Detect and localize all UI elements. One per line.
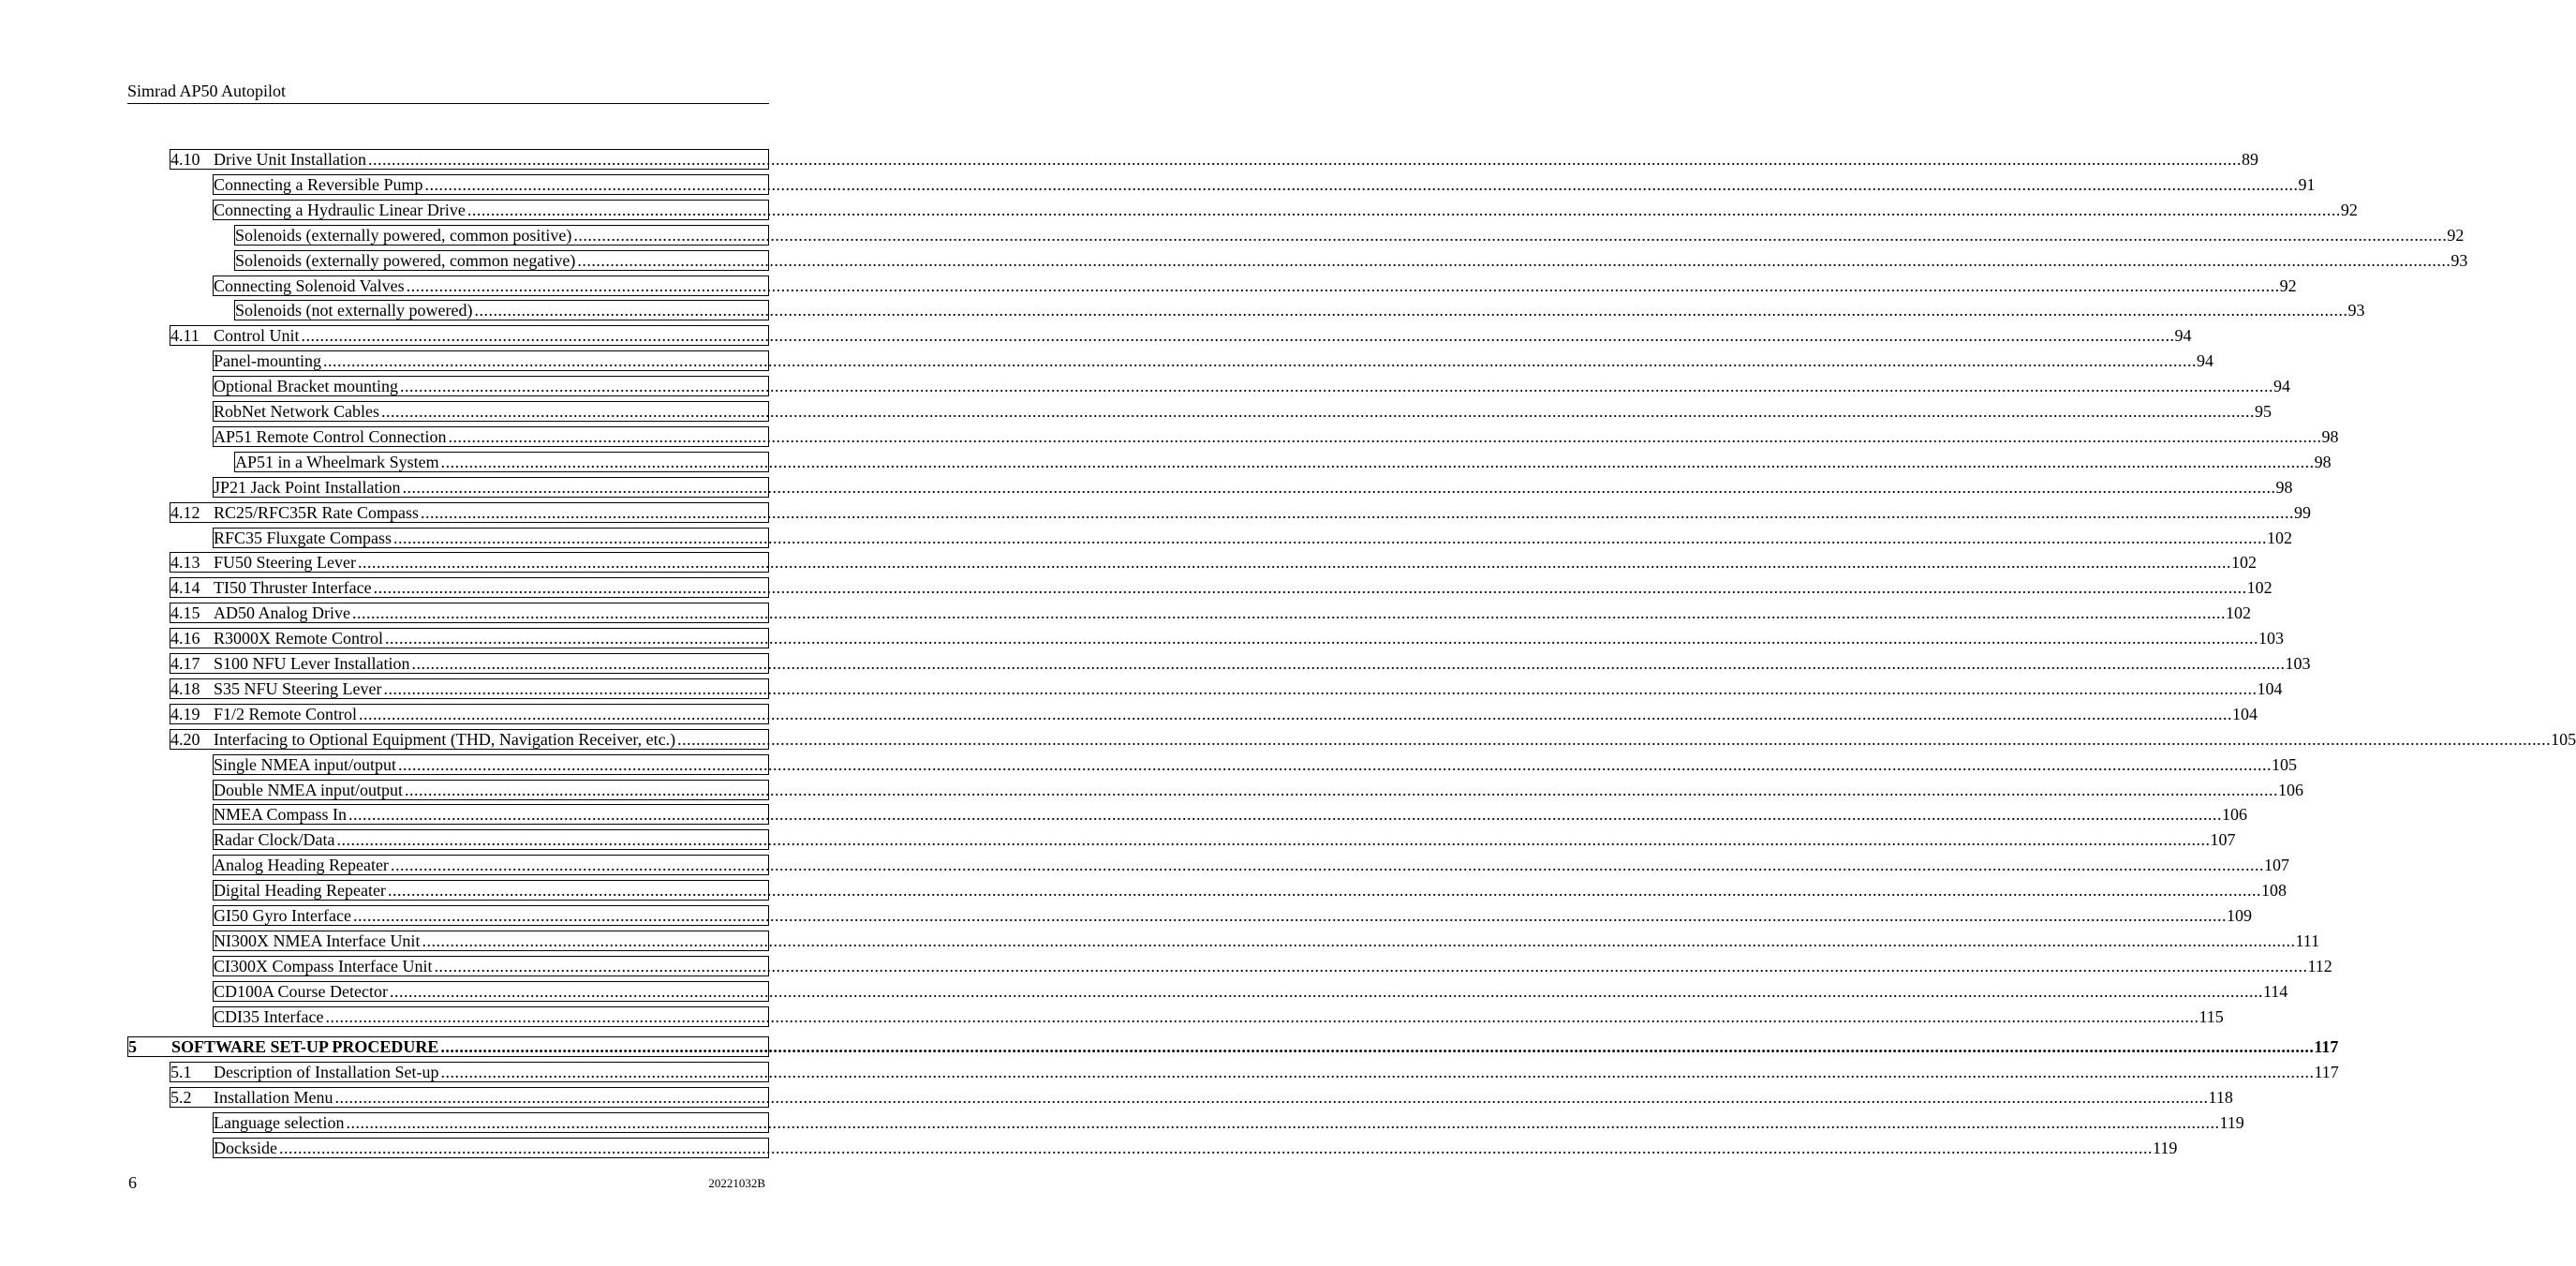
toc-entry[interactable]	[213, 931, 2320, 951]
toc-entry[interactable]	[213, 1112, 2244, 1133]
dot-leader: ................................................................................................................................................................................................................................................................................................................................................................................................................	[387, 881, 2261, 901]
toc-entry-page: 91	[2298, 174, 2316, 194]
toc-entry[interactable]	[213, 1006, 2224, 1027]
toc-entry-title: Digital Heading Repeater	[214, 881, 386, 901]
toc-entry[interactable]	[213, 829, 2236, 850]
toc-entry[interactable]	[170, 1062, 2339, 1082]
dot-leader: ................................................................................................................................................................................................................................................................................................................................................................................................................	[301, 326, 2175, 346]
toc-entry-page: 108	[2260, 881, 2287, 901]
dot-leader: ................................................................................................................................................................................................................................................................................................................................................................................................................	[351, 603, 2226, 623]
dot-leader: ................................................................................................................................................................................................................................................................................................................................................................................................................	[405, 780, 2278, 799]
toc-entry-number: 4.14	[170, 578, 200, 598]
dot-leader: ................................................................................................................................................................................................................................................................................................................................................................................................................	[325, 1006, 2199, 1026]
toc-entry-title: Connecting a Reversible Pump	[214, 174, 423, 194]
toc-entry-number: 4.12	[170, 502, 200, 522]
toc-entry-page: 102	[2225, 603, 2251, 623]
toc-entry-page: 105	[2272, 754, 2298, 774]
toc-entry-page: 103	[2258, 629, 2284, 648]
toc-entry[interactable]	[213, 200, 2358, 220]
dot-leader: ................................................................................................................................................................................................................................................................................................................................................................................................................	[398, 754, 2273, 774]
toc-entry[interactable]	[213, 401, 2272, 422]
toc-entry-title: NMEA Compass In	[214, 805, 348, 825]
toc-entry-number: 4.15	[170, 603, 200, 623]
toc-entry-page: 92	[2447, 225, 2465, 245]
toc-entry-page: 118	[2208, 1088, 2233, 1108]
toc-entry-number: 4.10	[170, 150, 200, 169]
dot-leader: ................................................................................................................................................................................................................................................................................................................................................................................................................	[573, 225, 2448, 245]
toc-entry[interactable]	[213, 426, 2339, 447]
toc-entry-page: 115	[2198, 1006, 2224, 1026]
toc-entry[interactable]	[170, 1087, 2233, 1108]
document-code: 20221032B	[708, 1176, 765, 1190]
toc-entry-number: 4.18	[170, 678, 200, 698]
toc-entry[interactable]	[213, 350, 2213, 371]
toc-entry-page: 89	[2241, 150, 2258, 169]
dot-leader: ................................................................................................................................................................................................................................................................................................................................................................................................................	[359, 704, 2232, 723]
toc-entry-title: Optional Bracket mounting	[214, 377, 398, 396]
toc-entry-title: Solenoids (not externally powered)	[235, 301, 473, 320]
toc-entry[interactable]	[234, 225, 2465, 246]
toc-entry-page: 117	[2314, 1063, 2339, 1082]
toc-entry-title: AD50 Analog Drive	[214, 603, 350, 623]
toc-entry-title: AP51 in a Wheelmark System	[235, 452, 439, 471]
toc-entry-title: Language selection	[214, 1113, 345, 1133]
toc-entry[interactable]	[213, 528, 2293, 548]
toc-entry[interactable]	[213, 477, 2293, 498]
toc-entry-title: Solenoids (externally powered, common negative)	[235, 250, 576, 270]
dot-leader: ................................................................................................................................................................................................................................................................................................................................................................................................................	[577, 250, 2451, 270]
toc-entry-page: 119	[2152, 1139, 2178, 1158]
dot-leader: ................................................................................................................................................................................................................................................................................................................................................................................................................	[434, 956, 2308, 976]
dot-leader: ................................................................................................................................................................................................................................................................................................................................................................................................................	[389, 981, 2263, 1001]
dot-leader: ................................................................................................................................................................................................................................................................................................................................................................................................................	[348, 805, 2223, 825]
dot-leader: ................................................................................................................................................................................................................................................................................................................................................................................................................	[373, 578, 2247, 598]
dot-leader: ................................................................................................................................................................................................................................................................................................................................................................................................................	[323, 351, 2197, 371]
toc-entry-title: Connecting a Hydraulic Linear Drive	[214, 200, 466, 219]
toc-entry-title: SOFTWARE SET-UP PROCEDURE	[171, 1036, 439, 1056]
dot-leader: ................................................................................................................................................................................................................................................................................................................................................................................................................	[440, 1063, 2315, 1082]
toc-entry-title: RobNet Network Cables	[214, 402, 379, 421]
dot-leader: ................................................................................................................................................................................................................................................................................................................................................................................................................	[393, 528, 2268, 547]
dot-leader: ................................................................................................................................................................................................................................................................................................................................................................................................................	[278, 1139, 2153, 1158]
dot-leader: ................................................................................................................................................................................................................................................................................................................................................................................................................	[440, 452, 2315, 471]
toc-entry[interactable]	[170, 552, 2257, 573]
toc-entry-page: 94	[2197, 351, 2213, 371]
toc-entry[interactable]	[234, 250, 2468, 271]
toc-entry-title: Panel-mounting	[214, 351, 321, 371]
toc-entry-title: RFC35 Fluxgate Compass	[214, 528, 392, 547]
toc-entry[interactable]	[170, 577, 2273, 598]
toc-entry[interactable]	[127, 1036, 2339, 1057]
dot-leader: ................................................................................................................................................................................................................................................................................................................................................................................................................	[346, 1113, 2220, 1133]
toc-entry[interactable]	[213, 956, 2332, 976]
toc-entry[interactable]	[170, 603, 2251, 623]
toc-entry-title: R3000X Remote Control	[214, 629, 383, 648]
toc-entry[interactable]	[213, 981, 2288, 1002]
toc-entry[interactable]	[213, 780, 2303, 800]
toc-entry-page: 94	[2273, 377, 2290, 396]
toc-entry[interactable]	[170, 704, 2258, 724]
dot-leader: ................................................................................................................................................................................................................................................................................................................................................................................................................	[411, 654, 2286, 673]
toc-entry[interactable]	[170, 325, 2192, 346]
dot-leader: ................................................................................................................................................................................................................................................................................................................................................................................................................	[390, 856, 2264, 875]
toc-entry-title: TI50 Thruster Interface	[214, 578, 372, 598]
dot-leader: ................................................................................................................................................................................................................................................................................................................................................................................................................	[352, 906, 2227, 925]
toc-entry-page: 106	[2278, 780, 2303, 799]
dot-leader: ................................................................................................................................................................................................................................................................................................................................................................................................................	[383, 678, 2258, 698]
toc-entry-title: CI300X Compass Interface Unit	[214, 956, 433, 976]
toc-entry[interactable]	[213, 174, 2316, 195]
toc-entry-title: Installation Menu	[214, 1088, 333, 1108]
toc-entry-page: 93	[2347, 301, 2365, 320]
toc-entry-title: Interfacing to Optional Equipment (THD, Navigation Receiver, etc.)	[214, 729, 676, 749]
toc-entry-page: 109	[2226, 906, 2252, 925]
page-number: 6	[128, 1173, 137, 1192]
toc-entry-page: 112	[2307, 956, 2332, 976]
dot-leader: ................................................................................................................................................................................................................................................................................................................................................................................................................	[402, 477, 2276, 497]
toc-entry-page: 95	[2254, 402, 2272, 421]
toc-entry-title: S35 NFU Steering Lever	[214, 678, 382, 698]
dot-leader: ................................................................................................................................................................................................................................................................................................................................................................................................................	[357, 553, 2231, 573]
toc-entry[interactable]	[213, 855, 2289, 875]
toc-entry-title: S100 NFU Lever Installation	[214, 654, 410, 673]
page-header-title: Simrad AP50 Autopilot	[127, 81, 769, 104]
toc-entry-page: 98	[2275, 477, 2293, 497]
toc-entry-title: Single NMEA input/output	[214, 754, 397, 774]
toc-entry[interactable]	[213, 880, 2287, 901]
toc-entry-number: 4.20	[170, 729, 200, 749]
dot-leader: ................................................................................................................................................................................................................................................................................................................................................................................................................	[336, 830, 2211, 850]
toc-entry[interactable]	[234, 452, 2332, 472]
toc-entry-page: 104	[2257, 678, 2283, 698]
toc-entry-page: 103	[2285, 654, 2311, 673]
toc-entry[interactable]	[213, 1138, 2178, 1158]
dot-leader: ................................................................................................................................................................................................................................................................................................................................................................................................................	[448, 426, 2322, 446]
toc-entry-page: 94	[2174, 326, 2192, 346]
toc-entry-title: Solenoids (externally powered, common positive)	[235, 225, 572, 245]
dot-leader: ................................................................................................................................................................................................................................................................................................................................................................................................................	[677, 729, 2552, 749]
toc-entry-page: 114	[2262, 981, 2288, 1001]
toc-entry-title: JP21 Jack Point Installation	[214, 477, 401, 497]
toc-entry-title: NI300X NMEA Interface Unit	[214, 931, 421, 950]
dot-leader: ................................................................................................................................................................................................................................................................................................................................................................................................................	[399, 377, 2273, 396]
toc-entry-title: Drive Unit Installation	[214, 150, 366, 169]
dot-leader: ................................................................................................................................................................................................................................................................................................................................................................................................................	[466, 200, 2341, 219]
toc-entry-page: 102	[2267, 528, 2293, 547]
toc-entry-title: AP51 Remote Control Connection	[214, 426, 447, 446]
toc-entry-page: 98	[2321, 426, 2339, 446]
toc-entry-number: 5.2	[170, 1088, 192, 1108]
toc-entry-number: 5.1	[170, 1063, 192, 1082]
toc-entry-title: F1/2 Remote Control	[214, 704, 357, 723]
toc-entry-number: 5	[128, 1036, 137, 1056]
toc-entry[interactable]	[234, 300, 2365, 320]
toc-entry-title: Dockside	[214, 1139, 277, 1158]
toc-entry-title: Double NMEA input/output	[214, 780, 403, 799]
dot-leader: ................................................................................................................................................................................................................................................................................................................................................................................................................	[474, 301, 2348, 320]
toc-entry-number: 4.13	[170, 553, 200, 573]
dot-leader: ................................................................................................................................................................................................................................................................................................................................................................................................................	[440, 1036, 2315, 1056]
toc-entry[interactable]	[213, 376, 2290, 396]
toc-entry-number: 4.17	[170, 654, 200, 673]
dot-leader: ................................................................................................................................................................................................................................................................................................................................................................................................................	[367, 150, 2242, 169]
toc-entry-page: 102	[2246, 578, 2273, 598]
dot-leader: ................................................................................................................................................................................................................................................................................................................................................................................................................	[380, 402, 2255, 421]
toc-entry-title: Control Unit	[214, 326, 300, 346]
toc-entry[interactable]	[213, 754, 2298, 775]
toc-entry-page: 98	[2314, 452, 2332, 471]
toc-entry[interactable]	[213, 804, 2248, 825]
toc-entry-number: 4.16	[170, 629, 200, 648]
toc-entry-number: 4.19	[170, 704, 200, 723]
dot-leader: ................................................................................................................................................................................................................................................................................................................................................................................................................	[334, 1088, 2209, 1108]
toc-entry-page: 106	[2222, 805, 2248, 825]
toc-entry-title: Analog Heading Repeater	[214, 856, 389, 875]
toc-entry-title: CDI35 Interface	[214, 1006, 324, 1026]
toc-entry[interactable]	[170, 653, 2311, 674]
dot-leader: ................................................................................................................................................................................................................................................................................................................................................................................................................	[421, 502, 2295, 522]
dot-leader: ................................................................................................................................................................................................................................................................................................................................................................................................................	[385, 629, 2258, 648]
toc-entry-title: Connecting Solenoid Valves	[214, 276, 405, 295]
toc-entry[interactable]	[170, 149, 2258, 170]
toc-entry[interactable]	[170, 729, 2576, 750]
toc-entry-page: 93	[2450, 250, 2468, 270]
toc-entry-page: 119	[2219, 1113, 2244, 1133]
toc-entry-page: 105	[2551, 729, 2576, 749]
toc-entry[interactable]	[213, 276, 2297, 296]
toc-entry-page: 99	[2294, 502, 2312, 522]
toc-entry[interactable]	[170, 628, 2284, 648]
toc-entry[interactable]	[170, 502, 2312, 523]
toc-entry-page: 92	[2340, 200, 2358, 219]
toc-entry[interactable]	[170, 678, 2283, 699]
toc-entry-title: Description of Installation Set-up	[214, 1063, 439, 1082]
toc-entry-number: 4.11	[170, 326, 200, 346]
toc-entry-page: 111	[2295, 931, 2320, 950]
toc-entry-title: CD100A Course Detector	[214, 981, 388, 1001]
dot-leader: ................................................................................................................................................................................................................................................................................................................................................................................................................	[406, 276, 2280, 295]
toc-entry-page: 102	[2230, 553, 2257, 573]
toc-entry-title: RC25/RFC35R Rate Compass	[214, 502, 420, 522]
toc-entry-page: 107	[2263, 856, 2289, 875]
toc-entry-page: 117	[2314, 1036, 2339, 1056]
dot-leader: ................................................................................................................................................................................................................................................................................................................................................................................................................	[424, 174, 2299, 194]
toc-entry[interactable]	[213, 905, 2252, 926]
toc-entry-page: 92	[2279, 276, 2297, 295]
dot-leader: ................................................................................................................................................................................................................................................................................................................................................................................................................	[422, 931, 2296, 950]
toc-entry-page: 104	[2232, 704, 2258, 723]
toc-entry-page: 107	[2210, 830, 2236, 850]
toc-entry-title: Radar Clock/Data	[214, 830, 335, 850]
toc-entry-title: GI50 Gyro Interface	[214, 906, 351, 925]
toc-entry-title: FU50 Steering Lever	[214, 553, 356, 573]
